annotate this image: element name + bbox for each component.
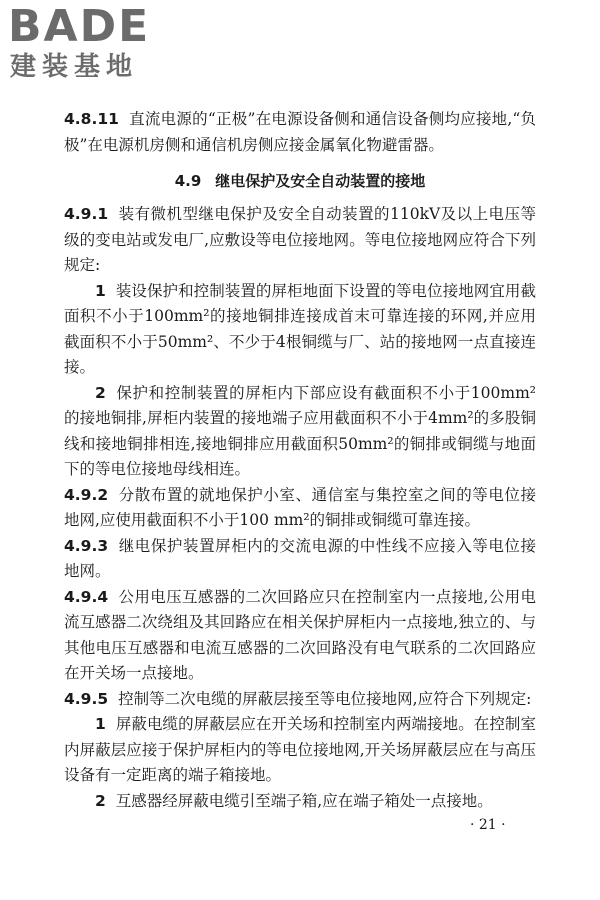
item-number: 1 xyxy=(95,715,106,733)
section-number: 4.9 xyxy=(174,172,202,190)
clause-4-9-1-item-2 xyxy=(64,381,536,483)
clause-text: 装有微机型继电保护及安全自动装置的110kV及以上电压等级的变电站或发电厂,应敷设等电位接地网。等电位接地网应符合下列规定: xyxy=(64,205,536,274)
item-number: 2 xyxy=(95,383,106,402)
bade-logo xyxy=(8,2,178,88)
clause-text: 直流电源的“正极”在电源设备侧和通信设备侧均应接地,“负极”在电源机房侧和通信机房侧应接金属氧化物避雷器。 xyxy=(64,110,536,154)
clause-text: 公用电压互感器的二次回路应只在控制室内一点接地,公用电流互感器二次绕组及其回路应在相关保护屏柜内一点接地,独立的、与其他电压互感器和电流互感器的二次回路没有电气联系的二次回路应在开关场一点接地。 xyxy=(64,587,536,682)
clause-number: 4.9.2 xyxy=(64,485,109,504)
item-text: 互感器经屏蔽电缆引至端子箱,应在端子箱处一点接地。 xyxy=(115,791,493,810)
item-text: 装设保护和控制装置的屏柜地面下设置的等电位接地网宜用截面积不小于100mm²的接地铜排连接成首末可靠连接的环网,并应用截面积不小于50mm²、不少于4根铜缆与厂、站的接地网一点直接连接。 xyxy=(64,281,536,376)
clause-number: 4.9.3 xyxy=(64,536,109,555)
clause-text: 分散布置的就地保护小室、通信室与集控室之间的等电位接地网,应使用截面积不小于100 mm²的铜排或铜缆可靠连接。 xyxy=(64,485,536,529)
clause-number: 4.8.11 xyxy=(64,110,119,128)
logo-subtitle: 建装基地 xyxy=(10,52,139,82)
logo-brand: BADE xyxy=(8,1,151,52)
clause-4-9-5 xyxy=(64,687,536,713)
clause-4-8-11 xyxy=(64,107,536,158)
clause-text: 继电保护装置屏柜内的交流电源的中性线不应接入等电位接地网。 xyxy=(64,536,536,580)
page-number: · 21 · xyxy=(470,817,506,833)
document-body xyxy=(64,107,536,814)
clause-text: 控制等二次电缆的屏蔽层接至等电位接地网,应符合下列规定: xyxy=(118,689,532,708)
section-heading xyxy=(64,170,536,192)
clause-number: 4.9.5 xyxy=(64,689,109,708)
clause-4-9-1-item-1 xyxy=(64,279,536,381)
clause-4-9-5-item-1 xyxy=(64,712,536,789)
clause-4-9-5-item-2 xyxy=(64,789,536,815)
item-text: 保护和控制装置的屏柜内下部应设有截面积不小于100mm²的接地铜排,屏柜内装置的接地端子应用截面积不小于4mm²的多股铜线和接地铜排相连,接地铜排应用截面积50mm²的铜排或铜缆与地面下的等电位接地母线相连。 xyxy=(64,383,536,478)
clause-number: 4.9.1 xyxy=(64,205,109,223)
clause-4-9-1 xyxy=(64,202,536,279)
clause-4-9-2 xyxy=(64,483,536,534)
item-number: 1 xyxy=(95,281,106,300)
item-text: 屏蔽电缆的屏蔽层应在开关场和控制室内两端接地。在控制室内屏蔽层应接于保护屏柜内的等电位接地网,开关场屏蔽层应在与高压设备有一定距离的端子箱接地。 xyxy=(64,715,536,784)
clause-number: 4.9.4 xyxy=(64,587,109,606)
clause-4-9-3 xyxy=(64,534,536,585)
item-number: 2 xyxy=(95,791,106,810)
section-title: 继电保护及安全自动装置的接地 xyxy=(215,172,426,190)
clause-4-9-4 xyxy=(64,585,536,687)
